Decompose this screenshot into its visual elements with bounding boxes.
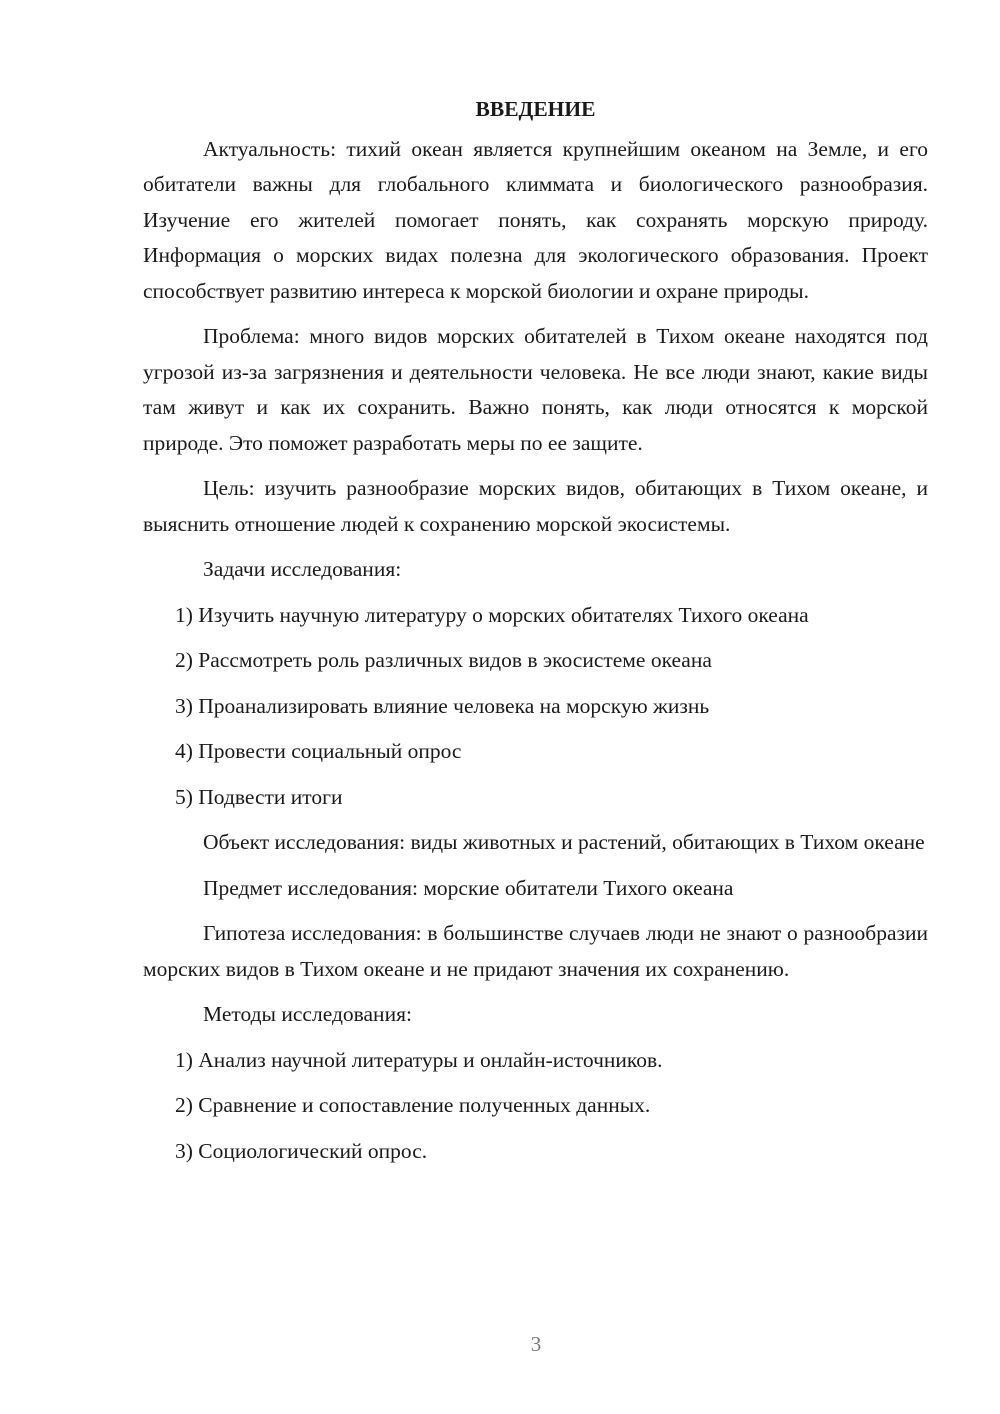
- task-item-3: 3) Проанализировать влияние человека на морскую жизнь: [175, 693, 710, 718]
- task-item-2: 2) Рассмотреть роль различных видов в экосистеме океана: [175, 648, 712, 672]
- task-item-5: 5) Подвести итоги: [175, 784, 343, 809]
- object-paragraph: Объект исследования: виды животных и растений, обитающих в Тихом океане: [203, 830, 925, 854]
- task-item-1: 1) Изучить научную литературу о морских обитателях Тихого океана: [175, 602, 809, 627]
- relevance-paragraph: Актуальность: тихий океан является крупнейшим океаном на Земле, и его обитатели важны для глобального климмата и биологического разнообразия. Изучение его жителей помогает понять, как сохранять морскую природу. Информация о морских видах полезна для экологического образования. Проект способствует развитию интереса к морской биологии и охране природы.: [143, 136, 928, 303]
- method-item-1: 1) Анализ научной литературы и онлайн-источников.: [175, 1047, 663, 1072]
- tasks-heading: Задачи исследования:: [203, 557, 402, 581]
- page-number: 3: [530, 1332, 542, 1356]
- problem-paragraph: Проблема: много видов морских обитателей в Тихом океане находятся под угрозой из-за загрязнения и деятельности человека. Не все люди знают, какие виды там живут и как их сохранить. Важно понять, как люди относятся к морской природе. Это поможет разработать меры по ее защите.: [143, 324, 928, 455]
- methods-heading: Методы исследования:: [203, 1002, 412, 1026]
- hypothesis-paragraph: Гипотеза исследования: в большинстве случаев люди не знают о разнообразии морских видов в Тихом океане и не придают значения их сохранению.: [143, 921, 928, 981]
- document-page: [143, 92, 928, 1179]
- method-item-2: 2) Сравнение и сопоставление полученных данных.: [175, 1093, 651, 1117]
- subject-paragraph: Предмет исследования: морские обитатели Тихого океана: [203, 875, 734, 900]
- page-title: ВВЕДЕНИЕ: [475, 97, 596, 121]
- goal-paragraph: Цель: изучить разнообразие морских видов, обитающих в Тихом океане, и выяснить отношение людей к сохранению морской экосистемы.: [143, 476, 928, 536]
- method-item-3: 3) Социологический опрос.: [175, 1138, 428, 1163]
- task-item-4: 4) Провести социальный опрос: [175, 739, 462, 763]
